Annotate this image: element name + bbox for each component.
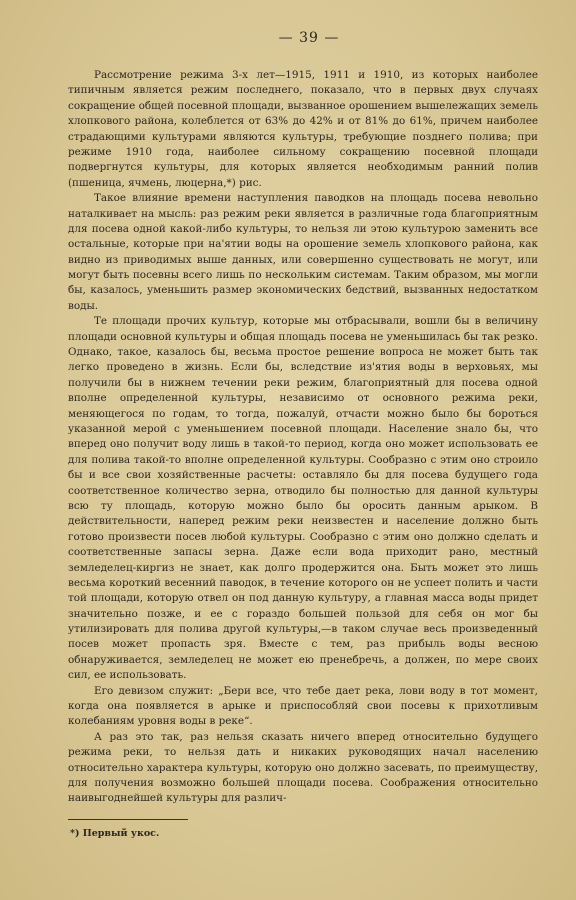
- paragraph-other-crops: Те площади прочих культур, которые мы отбрасывали, вошли бы в величину площади основной культуры и общая площадь посева не уменьшилась бы так резко. Однако, такое, казалось бы, весьма простое решение вопроса не может быть так легко проведено в жизнь. Если бы, вследствие из'ятия воды в верховьях, мы получили бы в нижнем течении реки режим, благоприятный для посева одной вполне определенной культуры, независимо от основного режима реки, меняющегося по годам, то тогда, пожалуй, отчасти можно было бы бороться указанной мерой с уменьшением посевной площади. Население знало бы, что вперед оно получит воду лишь в такой-то период, когда оно может использовать ее для полива такой-то вполне определенной культуры. Сообразно с этим оно строило бы и все свои хозяйственные расчеты: оставляло бы для посева будущего года соответственное количество зерна, отводило бы полностью для данной культуры всю ту площадь, которую можно было бы оросить данным арыком. В действительности, наперед режим реки неизвестен и население должно быть готово произвести посев любой культуры. Сообразно с этим оно должно сделать и соответственные запасы зерна. Даже если вода приходит рано, местный земледелец-киргиз не знает, как долго продержится она. Быть может это лишь весьма короткий весенний паводок, в течение которого он не успеет полить и части той площади, которую отвел он под данную культуру, а главная масса воды придет значительно позже, и ее с гораздо большей пользой для себя он мог бы утилизировать для полива другой культуры,—в таком случае весь произведенный посев может пропасть зря. Вместе с тем, раз прибыль воды весною обнаруживается, земледелец не может ею пренебречь, а должен, по мере своих сил, ее использовать.: [68, 315, 538, 682]
- paragraph-conclusion: А раз это так, раз нельзя сказать ничего вперед относительно будущего режима реки, то нельзя дать и никаких руководящих начал населению относительно характера культуры, которую оно должно засевать, по преимуществу, для получения возможно большей площади посева. Соображения относительно наивыгоднейшей культуры для различ-: [68, 730, 538, 805]
- body-text: [68, 68, 538, 807]
- paragraph-motto: Его девизом служит: „Бери все, что тебе дает река, лови воду в тот момент, когда она появляется в арыке и приспособляй свои посевы к прихотливым колебаниям уровня воды в реке“.: [68, 684, 538, 728]
- page-number: — 39 —: [278, 30, 340, 46]
- footnote: *) Первый укос.: [70, 827, 160, 839]
- paragraph-flood-timing: Такое влияние времени наступления паводков на площадь посева невольно наталкивает на мысль: раз режим реки является в различные года благоприятным для посева одной какой-либо культуры, то нельзя ли этою культурою заменить все остальные, которые при на'ятии воды на орошение земель хлопкового района, как видно из приводимых выше данных, или совершенно существовать не могут, или могут быть посевны всего лишь по нескольким системам. Таким образом, мы могли бы, казалось, уменьшить размер экономических бедствий, вызванных недостатком воды.: [68, 192, 538, 312]
- paragraph-regime-years: Рассмотрение режима 3-х лет—1915, 1911 и 1910, из которых наиболее типичным является режим последнего, показало, что в первых двух случаях сокращение общей посевной площади, вызванное орошением вышележащих земель хлопкового района, колеблется от 63% до 42% и от 81% до 61%, причем наиболее страдающими культурами являются культуры, требующие позднего полива; при режиме 1910 года, наиболее сильному сокращению посевной площади подвергнутся культуры, для которых является необходимым ранний полив (пшеница, ячмень, люцерна,*) рис.: [68, 69, 538, 189]
- footnote-divider: [68, 819, 188, 820]
